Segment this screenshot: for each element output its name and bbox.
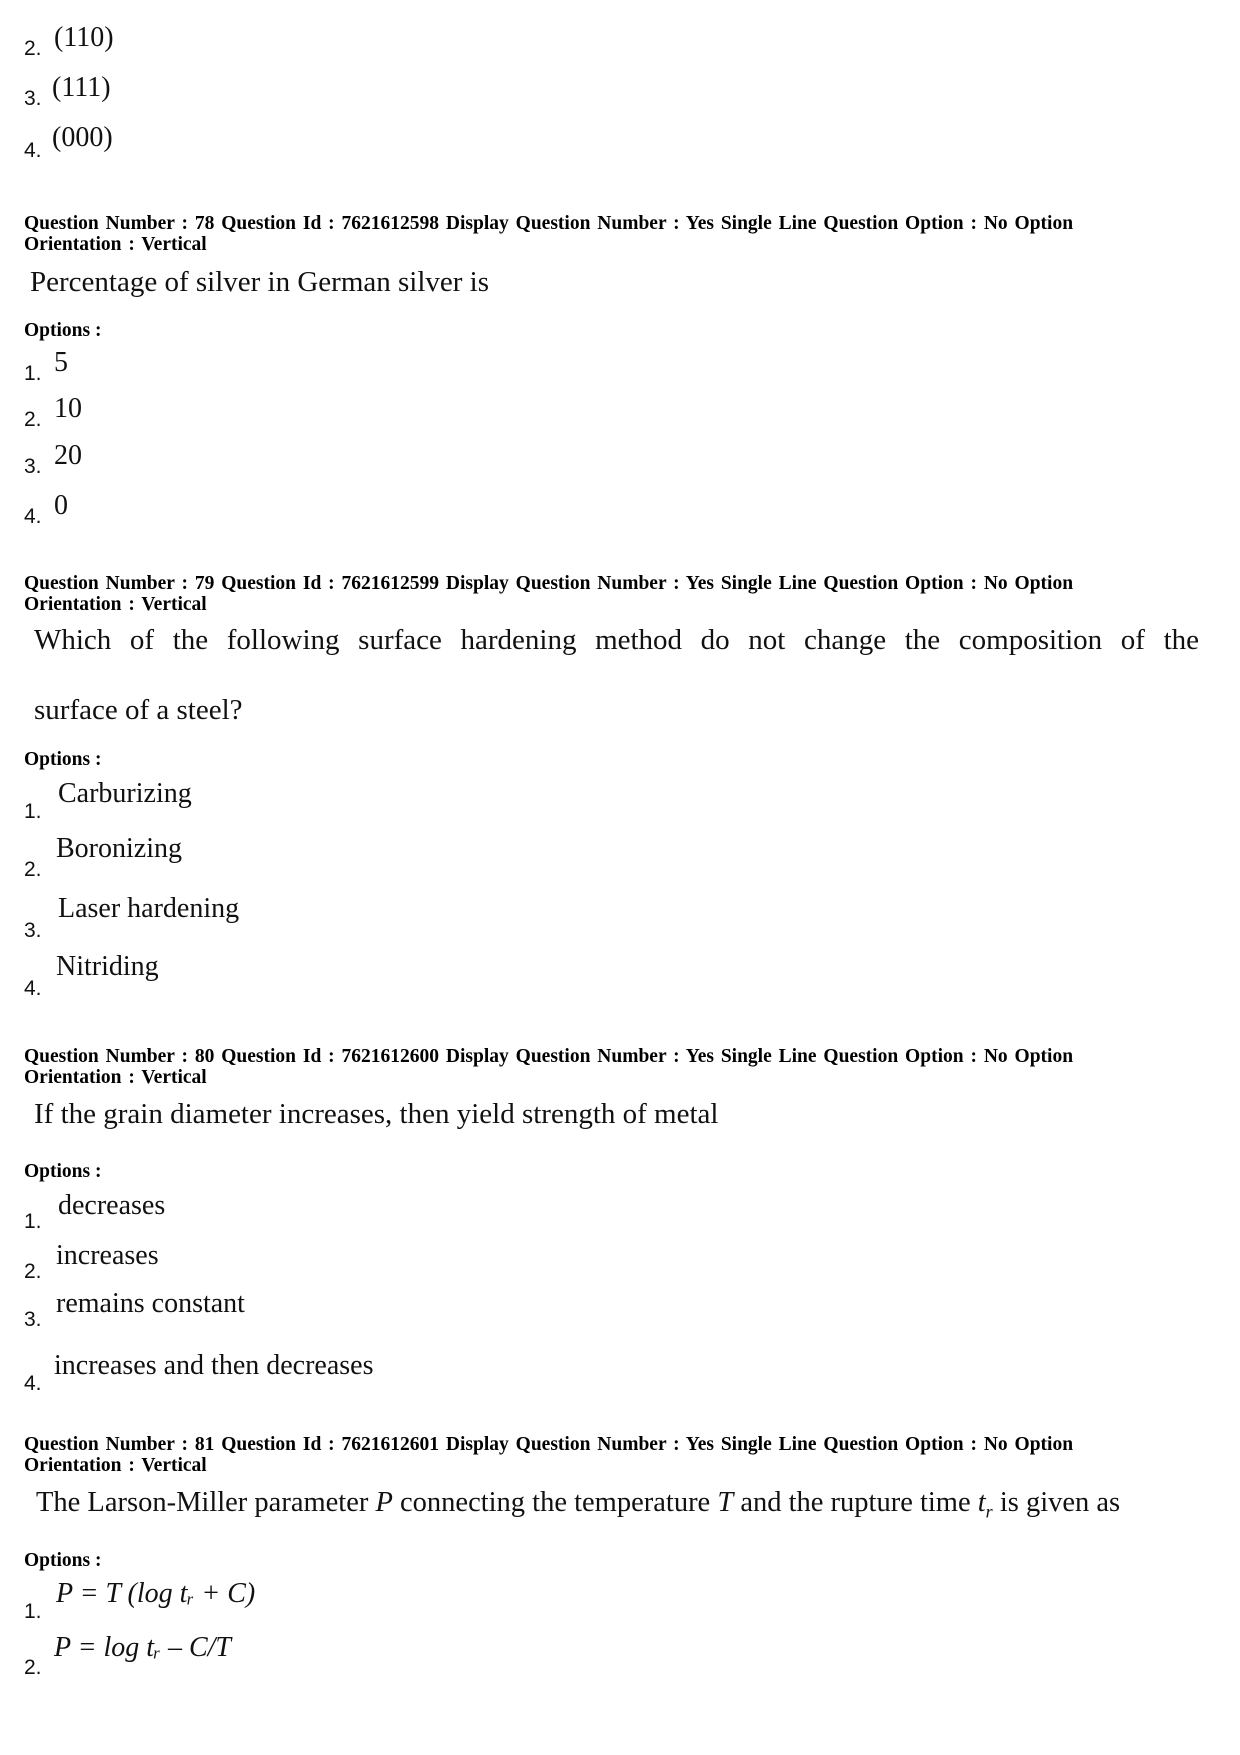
option-text: increases and then decreases	[54, 1350, 374, 1381]
option-text: increases	[56, 1240, 159, 1271]
option-number: 2.	[24, 408, 42, 431]
option-text: Boronizing	[56, 833, 182, 864]
question-meta	[24, 573, 1194, 615]
question-meta-line: Question Number : 79 Question Id : 7621612599 Display Question Number : Yes Single Line Question Option : No Option	[24, 573, 1074, 594]
question-meta	[24, 1046, 1194, 1088]
option-number: 2.	[24, 858, 42, 881]
question-meta-line: Orientation : Vertical	[24, 594, 207, 615]
option-number: 1.	[24, 362, 42, 385]
question-meta-line: Orientation : Vertical	[24, 1455, 207, 1476]
question-text-part: is given as	[992, 1487, 1121, 1518]
question-meta	[24, 1434, 1194, 1476]
option-number: 1.	[24, 1600, 42, 1623]
option-number: 4.	[24, 505, 42, 528]
question-meta-line: Question Number : 80 Question Id : 7621612600 Display Question Number : Yes Single Line Question Option : No Option	[24, 1046, 1074, 1067]
question-meta-line: Question Number : 81 Question Id : 7621612601 Display Question Number : Yes Single Line Question Option : No Option	[24, 1434, 1074, 1455]
option-number: 4.	[24, 1372, 42, 1395]
options-label: Options :	[24, 320, 102, 341]
options-label: Options :	[24, 1550, 102, 1571]
option-text: 10	[54, 393, 82, 424]
question-text-line: Which of the following surface hardening method do not change the composition of the	[34, 624, 1199, 656]
question-text-line: surface of a steel?	[34, 694, 243, 726]
question-text-part: and the rupture time	[733, 1487, 978, 1518]
option-number: 3.	[24, 455, 42, 478]
option-text: Laser hardening	[58, 893, 240, 924]
option-number: 4.	[24, 977, 42, 1000]
options-label: Options :	[24, 749, 102, 770]
option-number: 3.	[24, 919, 42, 942]
option-text: (110)	[54, 22, 114, 53]
question-text: Percentage of silver in German silver is	[30, 266, 490, 298]
question-text-part: connecting the temperature	[392, 1487, 718, 1518]
question-text-part: The Larson-Miller parameter	[36, 1487, 376, 1518]
question-meta-line: Orientation : Vertical	[24, 1067, 207, 1088]
math-variable: P	[375, 1487, 393, 1518]
option-number: 3.	[24, 87, 42, 110]
option-number: 2.	[24, 1260, 42, 1283]
option-text: decreases	[58, 1190, 166, 1221]
math-variable: T	[717, 1487, 734, 1518]
question-text	[36, 1487, 1120, 1523]
option-number: 4.	[24, 139, 42, 162]
math-variable: t	[977, 1487, 986, 1518]
option-number: 1.	[24, 1210, 42, 1233]
option-text: 5	[54, 347, 68, 378]
option-text: P = T (log tᵣ + C)	[56, 1578, 256, 1609]
option-number: 1.	[24, 800, 42, 823]
option-text: 20	[54, 440, 82, 471]
option-text: remains constant	[56, 1288, 245, 1319]
option-text: 0	[54, 490, 68, 521]
option-number: 2.	[24, 1656, 42, 1679]
option-text: Carburizing	[58, 778, 192, 809]
question-meta	[24, 213, 1194, 255]
question-meta-line: Question Number : 78 Question Id : 7621612598 Display Question Number : Yes Single Line Question Option : No Option	[24, 213, 1074, 234]
option-text: P = log tᵣ – C/T	[54, 1632, 231, 1663]
option-text: Nitriding	[56, 951, 159, 982]
option-text: (000)	[52, 122, 113, 153]
math-subscript: r	[985, 1501, 993, 1522]
question-text: If the grain diameter increases, then yield strength of metal	[34, 1098, 719, 1130]
question-meta-line: Orientation : Vertical	[24, 234, 207, 255]
option-text: (111)	[52, 72, 111, 103]
option-number: 2.	[24, 37, 42, 60]
options-label: Options :	[24, 1161, 102, 1182]
option-number: 3.	[24, 1308, 42, 1331]
